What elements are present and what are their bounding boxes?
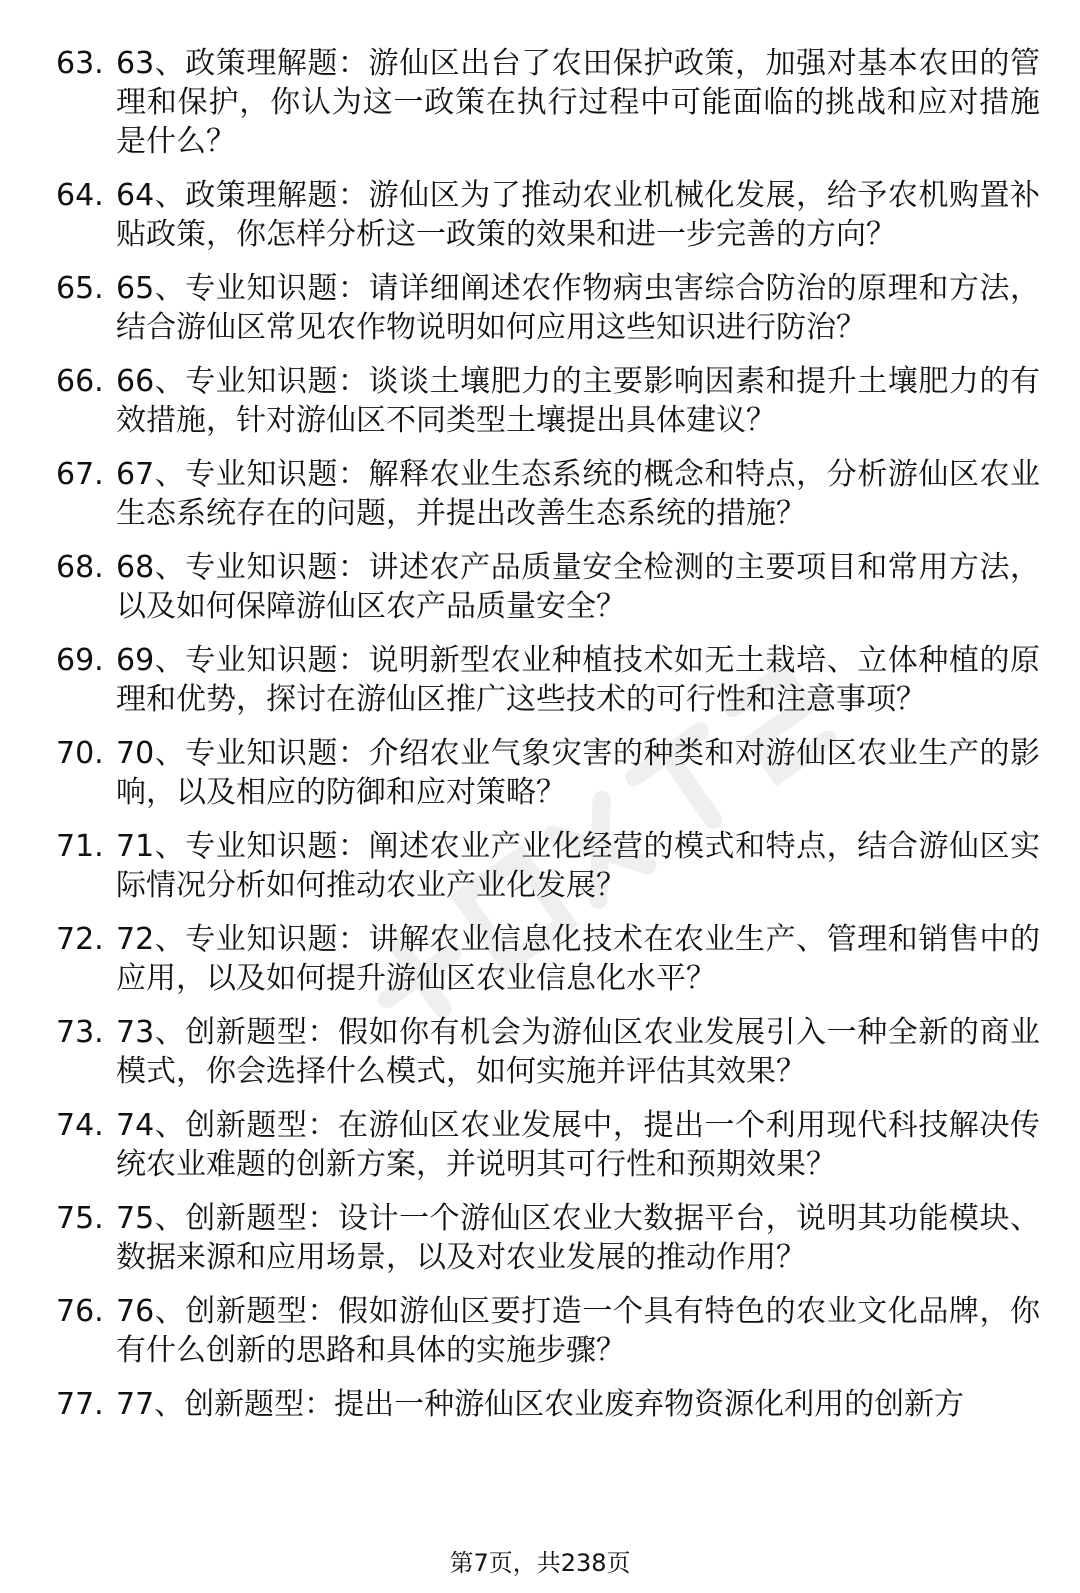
- question-text: 73、创新题型：假如你有机会为游仙区农业发展引入一种全新的商业模式，你会选择什么模式，如何实施并评估其效果？: [116, 1015, 1040, 1089]
- list-item: [56, 44, 1040, 161]
- question-text: 77、创新题型：提出一种游仙区农业废弃物资源化利用的创新方: [116, 1387, 965, 1422]
- question-text: 76、创新题型：假如游仙区要打造一个具有特色的农业文化品牌，你有什么创新的思路和具体的实施步骤？: [116, 1294, 1040, 1368]
- question-text: 74、创新题型：在游仙区农业发展中，提出一个利用现代科技解决传统农业难题的创新方案，并说明其可行性和预期效果？: [116, 1108, 1040, 1182]
- question-text: 66、专业知识题：谈谈土壤肥力的主要影响因素和提升土壤肥力的有效措施，针对游仙区不同类型土壤提出具体建议？: [116, 364, 1040, 438]
- list-item: [56, 920, 1040, 998]
- list-item: [56, 548, 1040, 626]
- question-text: 63、政策理解题：游仙区出台了农田保护政策，加强对基本农田的管理和保护，你认为这一政策在执行过程中可能面临的挑战和应对措施是什么？: [116, 46, 1040, 159]
- list-item: [56, 641, 1040, 719]
- question-number: 76.: [56, 1294, 104, 1329]
- question-number: 75.: [56, 1201, 104, 1236]
- question-number: 77.: [56, 1387, 104, 1422]
- question-number: 63.: [56, 46, 104, 81]
- list-item: [56, 1013, 1040, 1091]
- list-item: [56, 1385, 1040, 1424]
- question-number: 73.: [56, 1015, 104, 1050]
- list-item: [56, 1292, 1040, 1370]
- list-item: [56, 176, 1040, 254]
- question-number: 67.: [56, 457, 104, 492]
- question-text: 67、专业知识题：解释农业生态系统的概念和特点，分析游仙区农业生态系统存在的问题，并提出改善生态系统的措施？: [116, 457, 1040, 531]
- list-item: [56, 362, 1040, 440]
- list-item: [56, 734, 1040, 812]
- question-text: 69、专业知识题：说明新型农业种植技术如无土栽培、立体种植的原理和优势，探讨在游仙区推广这些技术的可行性和注意事项？: [116, 643, 1040, 717]
- question-number: 68.: [56, 550, 104, 585]
- page-footer: 第7页，共238页: [449, 1549, 631, 1577]
- question-number: 65.: [56, 271, 104, 306]
- question-text: 72、专业知识题：讲解农业信息化技术在农业生产、管理和销售中的应用，以及如何提升游仙区农业信息化水平？: [116, 922, 1040, 996]
- question-number: 71.: [56, 829, 104, 864]
- question-list: [56, 44, 1040, 1424]
- list-item: [56, 827, 1040, 905]
- list-item: [56, 455, 1040, 533]
- question-text: 71、专业知识题：阐述农业产业化经营的模式和特点，结合游仙区实际情况分析如何推动农业产业化发展？: [116, 829, 1040, 903]
- list-item: [56, 269, 1040, 347]
- list-item: [56, 1106, 1040, 1184]
- question-number: 74.: [56, 1108, 104, 1143]
- question-number: 70.: [56, 736, 104, 771]
- question-number: 64.: [56, 178, 104, 213]
- question-number: 66.: [56, 364, 104, 399]
- list-item: [56, 1199, 1040, 1277]
- question-text: 70、专业知识题：介绍农业气象灾害的种类和对游仙区农业生产的影响，以及相应的防御和应对策略？: [116, 736, 1040, 810]
- question-text: 64、政策理解题：游仙区为了推动农业机械化发展，给予农机购置补贴政策，你怎样分析这一政策的效果和进一步完善的方向？: [116, 178, 1040, 252]
- question-number: 72.: [56, 922, 104, 957]
- question-text: 75、创新题型：设计一个游仙区农业大数据平台，说明其功能模块、数据来源和应用场景，以及对农业发展的推动作用？: [116, 1201, 1040, 1275]
- question-text: 65、专业知识题：请详细阐述农作物病虫害综合防治的原理和方法，结合游仙区常见农作物说明如何应用这些知识进行防治？: [116, 271, 1040, 345]
- question-number: 69.: [56, 643, 104, 678]
- question-text: 68、专业知识题：讲述农产品质量安全检测的主要项目和常用方法，以及如何保障游仙区农产品质量安全？: [116, 550, 1040, 624]
